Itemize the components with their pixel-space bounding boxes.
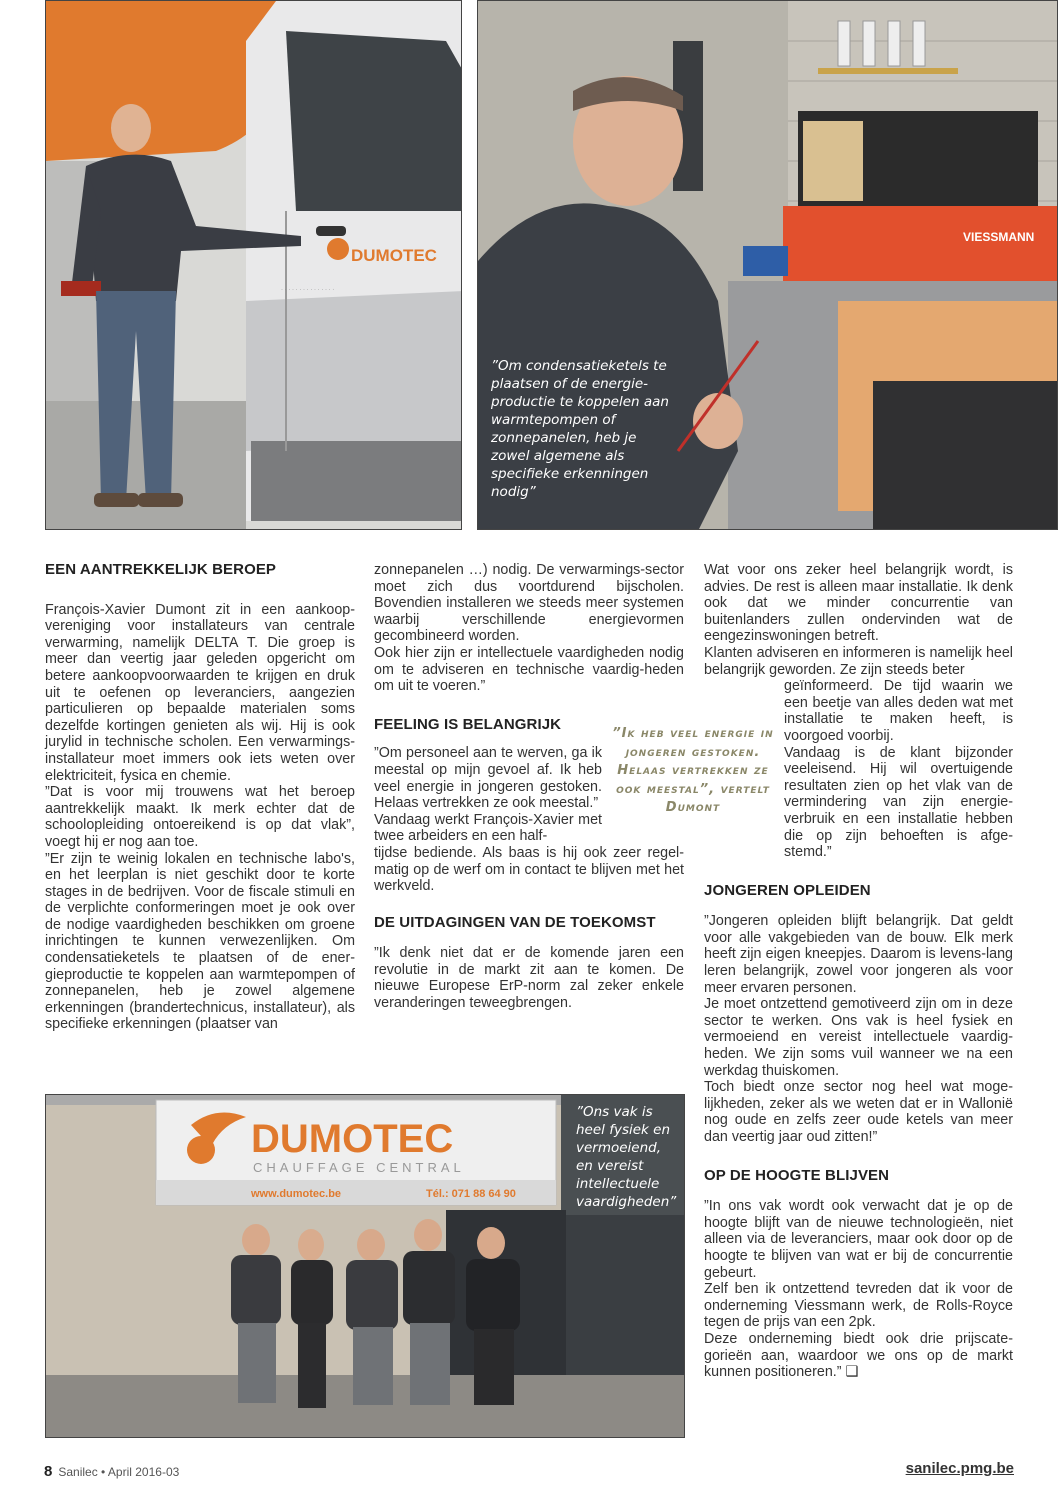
- section-heading-jongeren-opleiden: JONGEREN OPLEIDEN: [704, 881, 871, 899]
- paragraph: [704, 1331, 1013, 1381]
- paragraph: ”Ik denk niet dat er de komende jaren een revolutie in de markt zit aan te komen. De nieuwe Europese ErP-norm zal zeker enkele veranderingen teweegbrengen.: [374, 945, 684, 1012]
- sign-brand-text: DUMOTEC: [251, 1117, 454, 1161]
- paragraph: geïnformeerd. De tijd waarin we een beetje van alles deden wat met installatie te maken heeft, is voorgoed voorbij.: [784, 678, 1013, 744]
- photo-team-building: [45, 1094, 685, 1438]
- paragraph: Zelf ben ik ontzettend tevreden dat ik voor de onderneming Viessmann werk, de Rolls-Royce tegen de prijs van een 2pk.: [704, 1281, 1013, 1331]
- photo-caption-bottom: ”Ons vak is heel fysiek en vermoeiend, en vereist intellectuele vaardigheden”: [576, 1104, 677, 1210]
- section-heading-uitdagingen: DE UITDAGINGEN VAN DE TOEKOMST: [374, 913, 656, 931]
- paragraph-text: Deze onderneming biedt ook drie prijscate-gorieën aan, waardoor we ons op de markt kunnen positioneren.”: [704, 1330, 1013, 1381]
- paragraph: Ook hier zijn er intellectuele vaardigheden nodig om te adviseren en technische vaardig-heden om uit te voeren.”: [374, 644, 684, 695]
- sign-phone-text: Tél.: 071 88 64 90: [426, 1188, 516, 1200]
- paragraph: ”Dat is voor mij trouwens wat het beroep aantrekkelijk maakt. Ik merk echter dat de schoolopleiding ontoereikend is op dat vlak”, voegt hij er nog aan toe.: [45, 784, 355, 850]
- sign-url-text: www.dumotec.be: [251, 1188, 342, 1200]
- article-column-1: [45, 562, 355, 1033]
- paragraph: ”In ons vak wordt ook verwacht dat je op de hoogte blijft van de nieuwe technologieën, niet alleen via de leveranciers, maar ook door op de hoogte te blijven van wat er bij de concurrentie gebeurt.: [704, 1198, 1013, 1281]
- pull-quote: ”Ik heb veel energie in jongeren gestoken. Helaas vertrekken ze ook meestal”, vertelt Dumont: [612, 726, 774, 815]
- paragraph: ”Er zijn te weinig lokalen en technische labo's, en het leerplan is niet geschikt door te korte stages in de bedrijven. Voor de fiscale stimuli en de verplichte conformeringen moet je ook over de nodige vaardigheden beschikken om groene inrichtingen te kunnen verwezenlijken. Om condensatieketels te plaatsen of de ener-gieproductie te koppelen aan warmtepompen of zonnepanelen, heb je zowel algemene erkenningen (brandertechnicus, installateur), als specifieke erkenningen (plaatser van: [45, 850, 355, 1033]
- paragraph: ”Jongeren opleiden blijft belangrijk. Dat geldt voor alle vakgebieden van de bouw. Elk merk heeft zijn eigen kneepjes. Daarom is levens-lang leren belangrijk, zowel voor jongeren als voor meer ervaren personen.: [704, 913, 1013, 996]
- photo-man-with-van: [45, 0, 462, 530]
- paragraph: Vandaag is de klant bijzonder veeleisend. Hij wil overtuigende resultaten zien op het vlak van de vermindering van zijn energie-verbruik en een installatie hebben die op zijn behoeften is afge-stemd.”: [784, 744, 1013, 861]
- footer-left: [44, 1463, 179, 1480]
- article-column-3: [704, 562, 1013, 1381]
- paragraph: Klanten adviseren en informeren is namelijk heel belangrijk geworden. Ze zijn steeds beter: [704, 644, 1013, 678]
- photo-caption-top: ”Om condensatieketels te plaatsen of de energie-productie te koppelen aan warmtepompen of zonnepanelen, heb je zowel algemene als specifieke erkenningen nodig”: [491, 358, 669, 500]
- section-heading-op-de-hoogte: OP DE HOOGTE BLIJVEN: [704, 1166, 890, 1184]
- paragraph: zonnepanelen …) nodig. De verwarmings-sector moet zich dus voortdurend bijscholen. Bovendien installeren we steeds meer systemen waarbij verschillende energievormen gecombineerd worden.: [374, 562, 684, 645]
- paragraph: ”Om personeel aan te werven, ga ik meestal op mijn gevoel af. Ik heb veel energie in jongeren gestoken. Helaas vertrekken ze ook meestal.”: [374, 745, 602, 812]
- paragraph: Je moet ontzettend gemotiveerd zijn om in deze sector te werken. Ons vak is heel fysiek en vermoeiend en vereist intellectuele vaardig-heden. We zijn soms vuil wanneer we na een werkdag thuiskomen.: [704, 996, 1013, 1079]
- issue-info: Sanilec • April 2016-03: [58, 1465, 180, 1479]
- paragraph: Vandaag werkt François-Xavier met twee arbeiders en een half-: [374, 811, 602, 845]
- sign-subtitle-text: CHAUFFAGE CENTRAL: [253, 1160, 465, 1175]
- end-mark-icon: ❑: [845, 1364, 859, 1381]
- paragraph: tijdse bediende. Als baas is hij ook zeer regel-matig op de werf om in contact te blijven met het werkveld.: [374, 844, 684, 895]
- paragraph: François-Xavier Dumont zit in een aankoop-vereniging voor installateurs van centrale verwarming, namelijk DELTA T. Die groep is meer dan veertig jaar geleden opgericht om betere aankoopvoorwaarden te krijgen en druk uit te oefenen op leveranciers, aangezien particulieren op bepaalde materialen soms dezelfde kortingen genieten als wij. Hij is ook jurylid in technische scholen. Een verwarmings-installateur moet immers ook iets weten over elektriciteit, fysica en chemie.: [45, 601, 355, 784]
- site-link[interactable]: sanilec.pmg.be: [905, 1460, 1014, 1477]
- photo-man-at-boiler: [477, 0, 1058, 530]
- paragraph: Wat voor ons zeker heel belangrijk wordt, is advies. De rest is alleen maar installatie. Ik denk ook dat we minder concurrentie van buitenlanders zullen ondervinden wat de eengezinswoningen betreft.: [704, 562, 1013, 645]
- van-logo-text: DUMOTEC: [351, 246, 437, 265]
- page-number: 8: [44, 1463, 53, 1480]
- svg-text:· · · · · · · · · · · · · · ·: · · · · · · · · · · · · · · ·: [281, 287, 335, 293]
- boiler-brand-text: VIESSMANN: [963, 230, 1035, 244]
- paragraph: Toch biedt onze sector nog heel wat moge-lijkheden, zeker als we weten dat er in Wallonië nog oude en zelfs zeer oude ketels van meer dan veertig jaar oud zitten!”: [704, 1079, 1013, 1145]
- section-heading-aantrekkelijk-beroep: EEN AANTREKKELIJK BEROEP: [45, 561, 277, 578]
- section-heading-feeling: FEELING IS BELANGRIJK: [374, 715, 562, 733]
